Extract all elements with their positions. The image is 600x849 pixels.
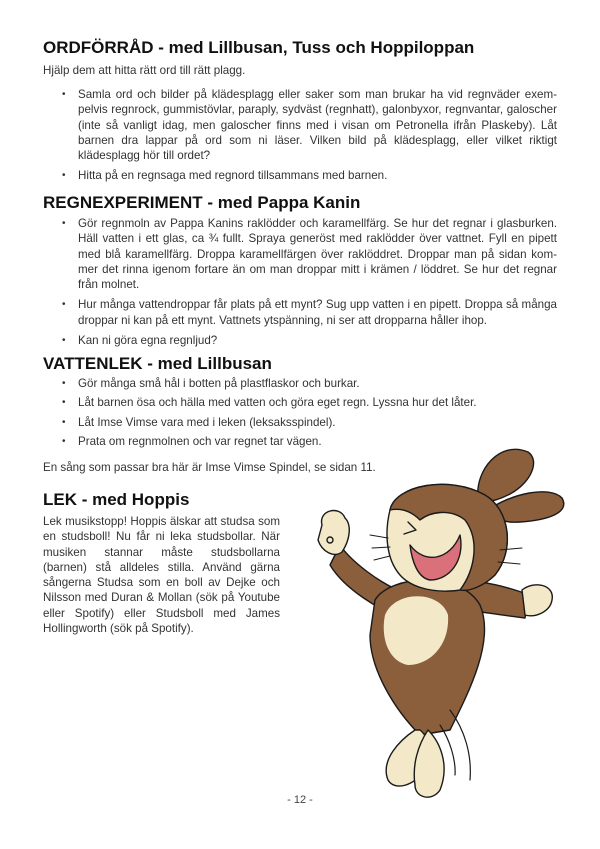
list-item: • Prata om regnmolnen och var regnet tar vägen. <box>43 434 557 449</box>
list-item: • Gör regnmoln av Pappa Kanins raklödder och karamellfärg. Se hur det regnar i glasburken. Häll vatten i ett glas, ca ¾ fullt. Spraya generöst med raklödder över vattnet. Fyll en pipett med blå karamellfärg. Droppa karamellfärgen över raklöddret. Droppar man på sidan kommer det rinna igenom fortare än om man droppar mitt i krämen / löddret. Se hur det regnar från molnet. <box>43 216 557 292</box>
section-heading-lek: LEK - med Hoppis <box>43 490 190 509</box>
rabbit-illustration <box>300 430 580 810</box>
list-item: • Låt barnen ösa och hälla med vatten och göra eget regn. Lyssna hur det låter. <box>43 395 557 410</box>
section-heading-vattenlek: VATTENLEK - med Lillbusan <box>43 354 272 373</box>
list-item: • Gör många små hål i botten på plastflaskor och burkar. <box>43 376 557 391</box>
list-item: • Hur många vattendroppar får plats på ett mynt? Sug upp vatten i en pipett. Droppa så många droppar ni kan på ett mynt. Vattnets ytspänning, ni ser att dropparna håller ihop. <box>43 297 557 328</box>
section-heading-ordforrad: ORDFÖRRÅD - med Lillbusan, Tuss och Hoppiloppan <box>43 38 475 57</box>
section-body: Lek musikstopp! Hoppis älskar att studsa som en studsboll! Nu får ni leka studsbollar. När musiken stannar måste studsbollarna (barnen) stå alldeles stilla. Använd gärna sångerna Studsa som en boll av Dejke och Nilsson med Duran & Mollan (sök på Youtube eller Spotify) eller Studsboll med James Hollingworth (sök på Spotify). <box>43 515 280 636</box>
list-item: • Låt Imse Vimse vara med i leken (leksaksspindel). <box>43 415 557 430</box>
rabbit-right-paw <box>522 585 552 616</box>
bullet-list-regnexperiment <box>43 216 557 353</box>
list-item: • Hitta på en regnsaga med regnord tillsammans med barnen. <box>43 168 557 183</box>
section-heading-regnexperiment: REGNEXPERIMENT - med Pappa Kanin <box>43 193 361 212</box>
section-intro: Hjälp dem att hitta rätt ord till rätt plagg. <box>43 64 246 77</box>
page-number: - 12 - <box>287 794 313 806</box>
rabbit-left-paw <box>318 511 349 555</box>
section-outro: En sång som passar bra här är Imse Vimse Spindel, se sidan 11. <box>43 461 376 474</box>
bullet-list-ordforrad <box>43 87 557 189</box>
list-item: • Samla ord och bilder på klädesplagg eller saker som man brukar ha vid regnväder exempelvis regnrock, gummistövlar, paraply, sydväst (regnhatt), galonbyxor, regnvantar, galoscher (inte så vanligt idag, men galoscher finns med i visan om Petronella ifrån Plaskeby). Låt barnen dra lappar på ord som ni läser. Vilken bild på klädesplagg, eller vilket riktigt klädesplagg hör till ordet? <box>43 87 557 163</box>
list-item: • Kan ni göra egna regnljud? <box>43 333 557 348</box>
